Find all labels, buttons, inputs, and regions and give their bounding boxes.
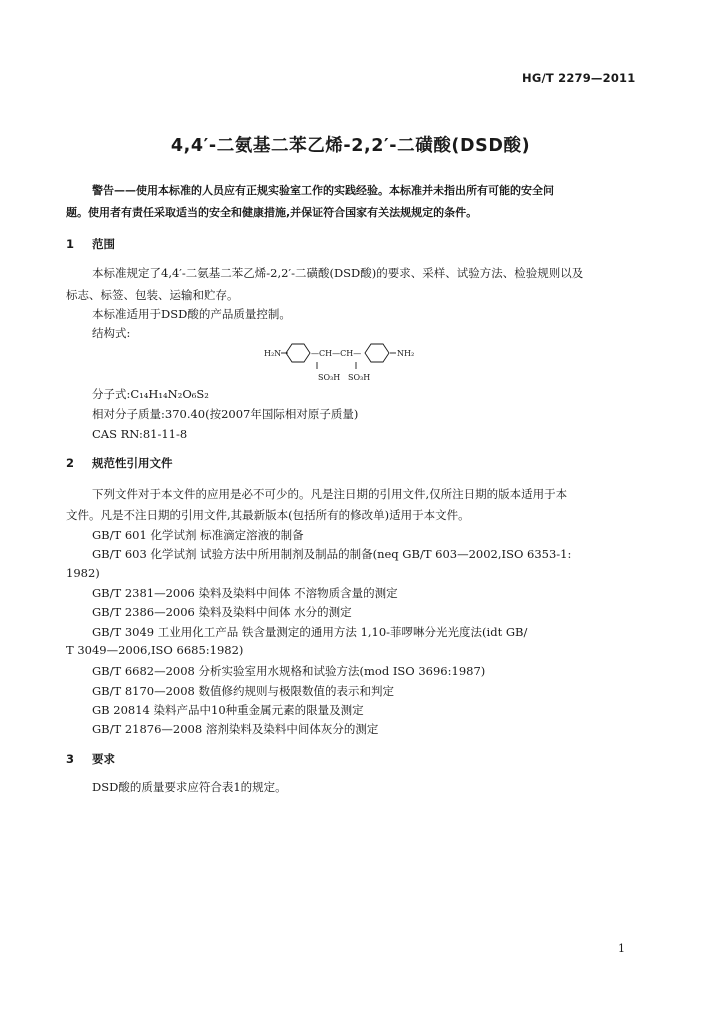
- structure-label: 结构式:: [92, 326, 131, 340]
- reference-item: GB/T 2381—2006 染料及染料中间体 不溶物质含量的测定: [92, 586, 398, 600]
- warning-line-2: 题。使用者有责任采取适当的安全和健康措施,并保证符合国家有关法规规定的条件。: [66, 206, 478, 219]
- reference-item-continued: T 3049—2006,ISO 6685:1982): [66, 643, 244, 657]
- reference-item: GB/T 603 化学试剂 试验方法中所用制剂及制品的制备(neq GB/T 603—2002,ISO 6353-1:: [92, 547, 572, 561]
- molecular-mass: 相对分子质量:370.40(按2007年国际相对原子质量): [92, 407, 359, 421]
- scope-line-1: 本标准规定了4,4′-二氨基二苯乙烯-2,2′-二磺酸(DSD酸)的要求、采样、试验方法、检验规则以及: [92, 266, 584, 280]
- amino-group-right: NH₂: [397, 349, 415, 358]
- cas-number: CAS RN:81-11-8: [92, 427, 188, 441]
- reference-item: GB/T 8170—2008 数值修约规则与极限数值的表示和判定: [92, 684, 395, 698]
- requirements-text: DSD酸的质量要求应符合表1的规定。: [92, 780, 287, 794]
- section-1-heading: [66, 236, 115, 252]
- reference-item: GB/T 3049 工业用化工产品 铁含量测定的通用方法 1,10-菲啰啉分光光度法(idt GB/: [92, 625, 528, 639]
- scope-line-2: 标志、标签、包装、运输和贮存。: [66, 288, 239, 302]
- benzene-ring-right: [365, 344, 389, 362]
- sulfo-group-left: SO₃H: [318, 373, 341, 382]
- reference-item: GB/T 601 化学试剂 标准滴定溶液的制备: [92, 528, 304, 542]
- section-3-title: 要求: [92, 752, 115, 766]
- section-3-heading: [66, 751, 115, 767]
- section-2-number: 2: [66, 456, 75, 470]
- amino-group-left: H₂N: [264, 349, 282, 358]
- standard-code: HG/T 2279—2011: [522, 71, 636, 85]
- scope-applicability: 本标准适用于DSD酸的产品质量控制。: [92, 307, 291, 321]
- section-1-number: 1: [66, 237, 75, 251]
- reference-item: GB 20814 染料产品中10种重金属元素的限量及测定: [92, 703, 364, 717]
- benzene-ring-left: [286, 344, 310, 362]
- warning-line-1: 警告——使用本标准的人员应有正规实验室工作的实践经验。本标准并未指出所有可能的安全问: [92, 184, 554, 197]
- section-2-title: 规范性引用文件: [92, 456, 173, 470]
- reference-item: GB/T 6682—2008 分析实验室用水规格和试验方法(mod ISO 3696:1987): [92, 664, 486, 678]
- references-intro-line-1: 下列文件对于本文件的应用是必不可少的。凡是注日期的引用文件,仅所注日期的版本适用于本: [92, 487, 568, 501]
- reference-item: GB/T 2386—2006 染料及染料中间体 水分的测定: [92, 605, 352, 619]
- section-1-title: 范围: [92, 237, 115, 251]
- references-intro-line-2: 文件。凡是不注日期的引用文件,其最新版本(包括所有的修改单)适用于本文件。: [66, 508, 470, 522]
- molecular-formula: 分子式:C₁₄H₁₄N₂O₆S₂: [92, 387, 209, 401]
- ethylene-bridge: —CH—CH—: [311, 349, 362, 358]
- sulfo-group-right: SO₃H: [348, 373, 371, 382]
- section-3-number: 3: [66, 752, 75, 766]
- page-title: 4,4′-二氨基二苯乙烯-2,2′-二磺酸(DSD酸): [170, 136, 531, 156]
- page-number: 1: [618, 942, 625, 955]
- reference-item-continued: 1982): [66, 566, 100, 580]
- section-2-heading: [66, 455, 173, 471]
- reference-item: GB/T 21876—2008 溶剂染料及染料中间体灰分的测定: [92, 722, 379, 736]
- structural-formula: [262, 342, 442, 386]
